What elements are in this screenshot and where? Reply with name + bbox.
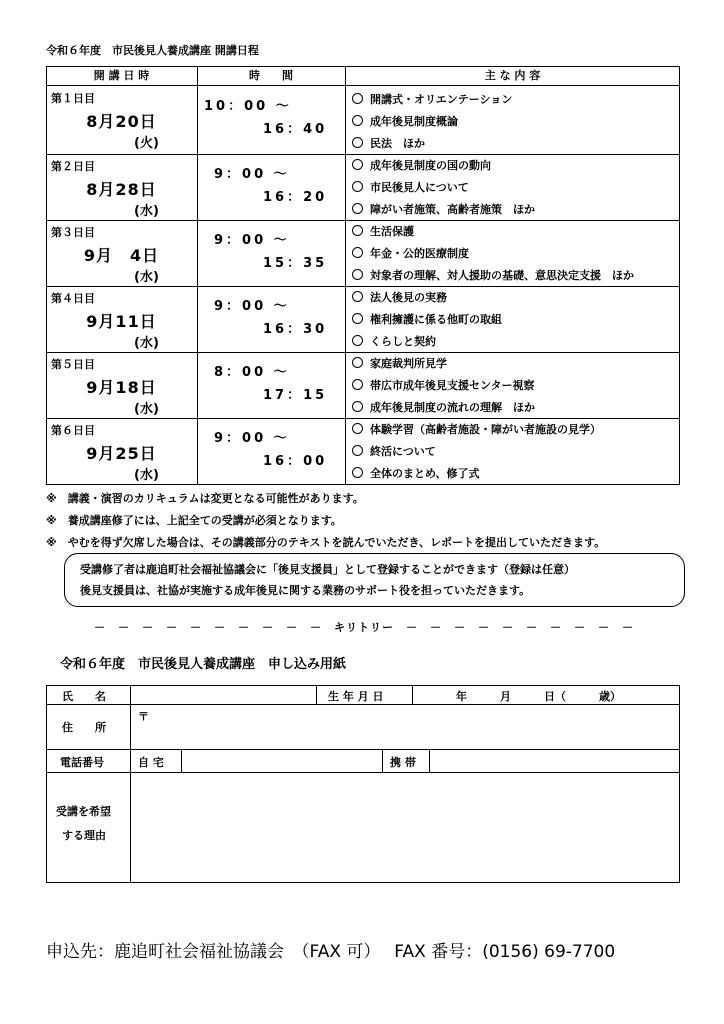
session-row	[46, 87, 680, 153]
session-item: 権利擁護に係る他町の取組	[370, 313, 502, 326]
session-row	[46, 155, 680, 221]
circle-icon	[352, 467, 363, 478]
postal-mark: 〒	[138, 710, 149, 723]
session-end: 17：15	[263, 388, 328, 403]
session-date: 8月28日	[86, 180, 157, 199]
session-date: 8月20日	[86, 112, 157, 131]
schedule-title: 令和６年度 市民後見人養成講座 開講日程	[46, 44, 259, 57]
circle-icon	[352, 137, 363, 148]
name-field[interactable]	[132, 686, 315, 703]
session-weekday: (水)	[134, 402, 159, 417]
circle-icon	[352, 357, 363, 368]
session-row	[46, 287, 680, 353]
note-2: ※ 養成講座修了には、上記全ての受講が必須となります。	[46, 514, 342, 527]
dob-field[interactable]: 年 月 日（ 歳）	[456, 690, 621, 703]
circle-icon	[352, 269, 363, 280]
session-end: 16：40	[263, 122, 328, 137]
dob-label: 生 年 月 日	[328, 690, 384, 703]
session-weekday: (火)	[134, 136, 159, 151]
session-date: 9月25日	[86, 444, 157, 463]
schedule-table	[46, 66, 680, 485]
session-date: 9月11日	[86, 312, 157, 331]
session-row	[46, 419, 680, 485]
circle-icon	[352, 423, 363, 434]
name-label: 氏 名	[62, 690, 106, 703]
session-item: 対象者の理解、対人援助の基礎、意思決定支援 ほか	[370, 269, 634, 282]
session-end: 16：30	[263, 322, 328, 337]
session-end: 16：20	[263, 190, 328, 205]
header-date: 開 講 日 時	[93, 69, 150, 82]
session-item: 体験学習（高齢者施設・障がい者施設の見学）	[370, 423, 601, 436]
session-day: 第３日目	[51, 226, 95, 239]
session-start: 9：00 ～	[214, 167, 290, 182]
reason-label-1: 受講を希望	[56, 805, 111, 818]
session-item: 民法 ほか	[370, 137, 425, 150]
session-weekday: (水)	[134, 468, 159, 483]
session-item: 帯広市成年後見支援センター視察	[370, 379, 535, 392]
session-day: 第２日目	[51, 160, 95, 173]
session-day: 第４日目	[51, 292, 95, 305]
circle-icon	[352, 401, 363, 412]
circle-icon	[352, 247, 363, 258]
note-1: ※ 講義・演習のカリキュラムは変更となる可能性があります。	[46, 492, 364, 505]
address-field[interactable]	[132, 706, 678, 748]
session-start: 8：00 ～	[214, 365, 290, 380]
reason-label-2: する理由	[62, 829, 106, 842]
note-3: ※ やむを得ず欠席した場合は、その講義部分のテキストを読んでいただき、レポートを提出していただきます。	[46, 536, 606, 549]
session-weekday: (水)	[134, 270, 159, 285]
info-box	[64, 553, 685, 607]
reason-field[interactable]	[132, 774, 678, 881]
session-item: 全体のまとめ、修了式	[370, 467, 480, 480]
circle-icon	[352, 203, 363, 214]
home-phone-label: 自 宅	[138, 756, 164, 769]
cut-line: － － － － － － － － － － キリトリー － － － － － － － － － －	[94, 621, 634, 634]
session-item: 年金・公的医療制度	[370, 247, 469, 260]
session-item: 家庭裁判所見学	[370, 357, 447, 370]
session-row	[46, 221, 680, 287]
form-title: 令和６年度 市民後見人養成講座 申し込み用紙	[60, 657, 347, 672]
address-label: 住 所	[62, 721, 106, 734]
circle-icon	[352, 225, 363, 236]
session-date: 9月 4日	[83, 246, 160, 265]
session-item: 障がい者施策、高齢者施策 ほか	[370, 203, 535, 216]
circle-icon	[352, 445, 363, 456]
session-item: 市民後見人について	[370, 181, 469, 194]
session-item: 成年後見制度の国の動向	[370, 159, 491, 172]
session-day: 第１日目	[51, 92, 95, 105]
session-item: 開講式・オリエンテーション	[370, 93, 513, 106]
circle-icon	[352, 379, 363, 390]
home-phone-field[interactable]	[183, 751, 381, 771]
session-end: 15：35	[263, 256, 328, 271]
phone-label: 電話番号	[60, 756, 104, 769]
circle-icon	[352, 291, 363, 302]
circle-icon	[352, 159, 363, 170]
session-weekday: (水)	[134, 204, 159, 219]
session-start: 9：00 ～	[214, 299, 290, 314]
session-start: 9：00 ～	[214, 233, 290, 248]
circle-icon	[352, 313, 363, 324]
header-content: 主 な 内 容	[484, 69, 541, 82]
info-line-2: 後見支援員は、社協が実施する成年後見に関する業務のサポート役を担っていただきます。	[80, 584, 531, 597]
session-day: 第６日目	[51, 424, 95, 437]
contact-footer: 申込先：鹿追町社会福祉協議会 （FAX 可） FAX 番号：(0156) 69-7700	[46, 942, 616, 962]
session-item: 生活保護	[370, 225, 414, 238]
session-end: 16：00	[263, 454, 328, 469]
session-row	[46, 353, 680, 419]
circle-icon	[352, 181, 363, 192]
session-item: 成年後見制度概論	[370, 115, 458, 128]
application-form	[46, 685, 680, 883]
session-item: 終活について	[370, 445, 436, 458]
session-item: 成年後見制度の流れの理解 ほか	[370, 401, 535, 414]
circle-icon	[352, 93, 363, 104]
info-line-1: 受講修了者は鹿追町社会福祉協議会に「後見支援員」として登録することができます（登録は任意）	[80, 563, 575, 576]
mobile-field[interactable]	[431, 751, 678, 771]
session-weekday: (水)	[134, 336, 159, 351]
header-time: 時 間	[249, 69, 293, 82]
circle-icon	[352, 335, 363, 346]
session-item: くらしと契約	[370, 335, 436, 348]
session-start: 9：00 ～	[214, 431, 290, 446]
mobile-label: 携 帯	[390, 756, 416, 769]
session-start: 10：00 ～	[204, 99, 292, 114]
circle-icon	[352, 115, 363, 126]
session-day: 第５日目	[51, 358, 95, 371]
session-item: 法人後見の実務	[370, 291, 447, 304]
session-date: 9月18日	[86, 378, 157, 397]
